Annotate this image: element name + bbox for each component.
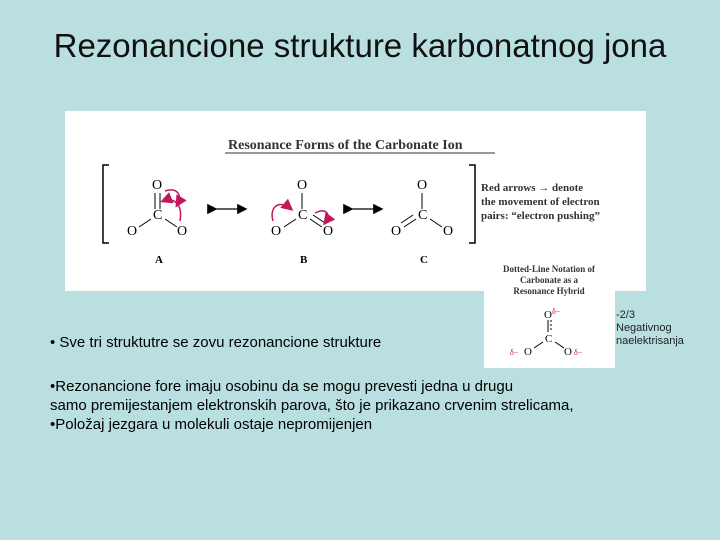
atom-o-top-b: O [297, 178, 308, 193]
left-bracket [103, 165, 109, 243]
figure-heading: Resonance Forms of the Carbonate Ion [228, 138, 463, 153]
hybrid-title-line-1: Dotted-Line Notation of [503, 264, 595, 274]
label-b: B [300, 254, 308, 266]
electron-arrow-b1 [272, 205, 291, 221]
legend-line-3: pairs: “electron pushing” [481, 210, 600, 222]
hybrid-structure [510, 307, 583, 358]
charge-note-line-2: Negativnog [616, 322, 672, 334]
slide-title: Rezonancione strukture karbonatnog jona [53, 27, 667, 64]
hybrid-c: C [545, 333, 553, 345]
atom-c-c: C [418, 208, 428, 223]
arrow-legend [481, 182, 600, 222]
hybrid-title-line-3: Resonance Hybrid [513, 286, 585, 296]
hybrid-title-line-2: Carbonate as a [520, 275, 578, 285]
atom-o-left-b: O [271, 224, 282, 239]
legend-line-2: the movement of electron [481, 196, 600, 208]
structure-c [391, 178, 453, 266]
charge-note [616, 309, 684, 348]
bullet-block [50, 377, 574, 434]
hybrid-o-left: O [524, 346, 532, 358]
hybrid-charge-top: δ− [552, 307, 561, 316]
bullet-resonance-structures: • Sve tri struktutre se zovu rezonancione strukture [50, 334, 382, 351]
charge-note-line-3: naelektrisanja [616, 335, 684, 347]
hybrid-charge-right: δ− [574, 348, 583, 357]
bullet-interconversion-line-2: samo premijestanjem elektronskih parova, što je prikazano crvenim strelicama, [50, 397, 574, 414]
atom-o-left-c: O [391, 224, 402, 239]
label-a: A [155, 254, 163, 266]
atom-o-right-b: O [323, 224, 334, 239]
resonance-hybrid-panel [484, 258, 615, 368]
atom-o-top-a: O [152, 178, 163, 193]
right-bracket [469, 165, 475, 243]
hybrid-charge-left: δ− [510, 348, 519, 357]
atom-o-right-c: O [443, 224, 454, 239]
structure-b [271, 178, 333, 266]
label-c: C [420, 254, 428, 266]
structure-a [127, 178, 187, 266]
atom-o-top-c: O [417, 178, 428, 193]
legend-line-1: Red arrows → denote [481, 182, 584, 194]
bullet-nuclei-position: •Položaj jezgara u molekuli ostaje nepromijenjen [50, 416, 373, 433]
charge-note-line-1: -2/3 [616, 309, 635, 321]
atom-o-left-a: O [127, 224, 138, 239]
hybrid-o-right: O [564, 346, 572, 358]
atom-o-right-a: O [177, 224, 188, 239]
hybrid-o-top: O [544, 309, 552, 321]
atom-c-a: C [153, 208, 163, 223]
bullet-interconversion-line-1: •Rezonancione fore imaju osobinu da se mogu prevesti jedna u drugu [50, 378, 514, 395]
atom-c-b: C [298, 208, 308, 223]
